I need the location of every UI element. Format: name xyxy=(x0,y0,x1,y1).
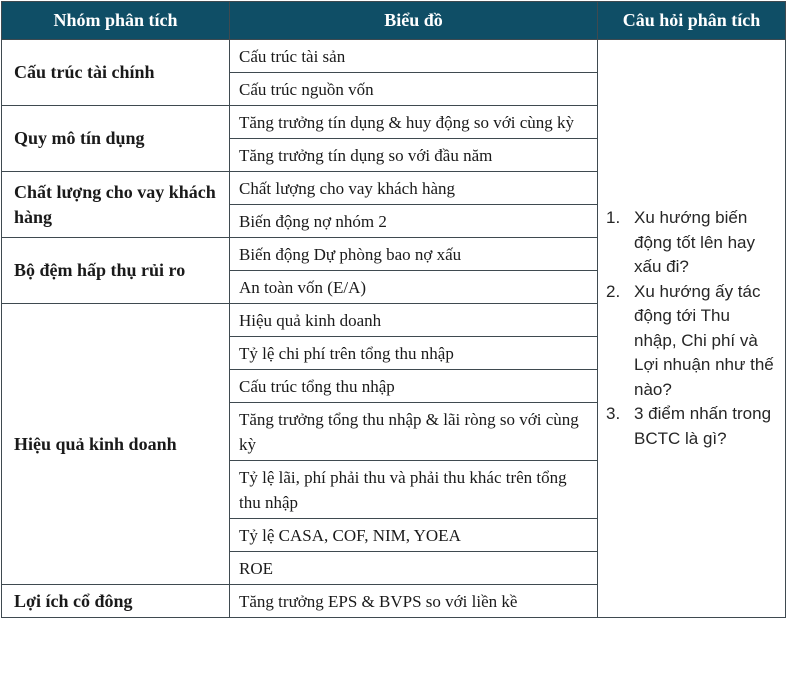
chart-cell: Chất lượng cho vay khách hàng xyxy=(230,172,598,205)
group-cell: Quy mô tín dụng xyxy=(2,106,230,172)
group-cell: Chất lượng cho vay khách hàng xyxy=(2,172,230,238)
chart-cell: Tỷ lệ lãi, phí phải thu và phải thu khác trên tổng thu nhập xyxy=(230,461,598,519)
question-number: 2. xyxy=(606,281,621,301)
group-cell: Bộ đệm hấp thụ rủi ro xyxy=(2,238,230,304)
group-cell: Hiệu quả kinh doanh xyxy=(2,304,230,585)
question-item xyxy=(606,402,775,451)
header-row xyxy=(2,2,786,40)
group-cell: Lợi ích cổ đông xyxy=(2,585,230,618)
chart-cell: ROE xyxy=(230,552,598,585)
questions-cell xyxy=(598,40,786,618)
chart-cell: Tăng trưởng tín dụng & huy động so với cùng kỳ xyxy=(230,106,598,139)
question-number: 1. xyxy=(606,208,621,227)
question-text: Xu hướng biến động tốt lên hay xấu đi? xyxy=(634,208,755,276)
analysis-table xyxy=(1,1,786,618)
chart-cell: Cấu trúc tổng thu nhập xyxy=(230,370,598,403)
chart-cell: Hiệu quả kinh doanh xyxy=(230,304,598,337)
chart-cell: Tăng trưởng EPS & BVPS so với liền kề xyxy=(230,585,598,618)
chart-cell: An toàn vốn (E/A) xyxy=(230,271,598,304)
question-number: 3. xyxy=(606,404,621,423)
questions-list xyxy=(606,206,775,451)
group-cell: Cấu trúc tài chính xyxy=(2,40,230,106)
chart-cell: Tăng trưởng tín dụng so với đầu năm xyxy=(230,139,598,172)
question-item xyxy=(606,280,775,403)
chart-cell: Biến động Dự phòng bao nợ xấu xyxy=(230,238,598,271)
chart-cell: Cấu trúc tài sản xyxy=(230,40,598,73)
chart-cell: Tăng trưởng tổng thu nhập & lãi ròng so với cùng kỳ xyxy=(230,403,598,461)
chart-cell: Cấu trúc nguồn vốn xyxy=(230,73,598,106)
chart-cell: Biến động nợ nhóm 2 xyxy=(230,205,598,238)
header-group: Nhóm phân tích xyxy=(2,2,230,40)
question-text: 3 điểm nhấn trong BCTC là gì? xyxy=(634,404,772,448)
header-chart: Biểu đồ xyxy=(230,2,598,40)
question-item xyxy=(606,206,775,280)
header-question: Câu hỏi phân tích xyxy=(598,2,786,40)
question-text: Xu hướng ấy tác động tới Thu nhập, Chi phí và Lợi nhuận như thế nào? xyxy=(634,281,774,399)
chart-cell: Tỷ lệ chi phí trên tổng thu nhập xyxy=(230,337,598,370)
chart-cell: Tỷ lệ CASA, COF, NIM, YOEA xyxy=(230,519,598,552)
table-row xyxy=(2,40,786,73)
